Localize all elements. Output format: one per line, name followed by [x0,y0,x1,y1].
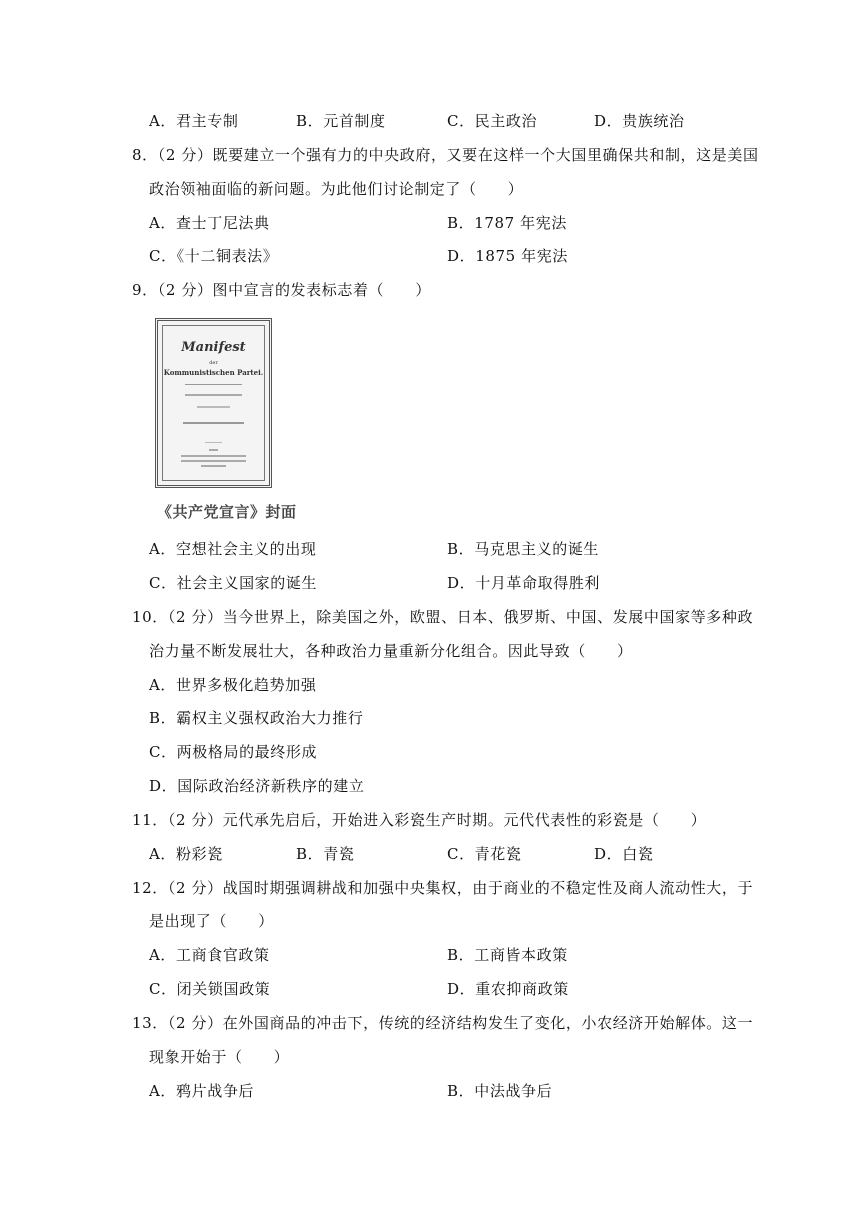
q7-option-b: B．元首制度 [296,112,386,130]
q10-stem-line1: 10．（2 分）当今世界上，除美国之外，欧盟、日本、俄罗斯、中国、发展中国家等多种政 [132,608,754,626]
manifesto-cover-image [155,318,272,488]
q13-stem-line2: 现象开始于（ ） [149,1048,290,1066]
q9-option-d: D．十月革命取得胜利 [447,574,601,592]
q10-option-d: D．国际政治经济新秩序的建立 [149,777,365,795]
q7-option-a: A．君主专制 [149,112,239,130]
cover-text-block [175,394,252,470]
q9-option-a: A．空想社会主义的出现 [149,540,317,558]
q8-stem-line2: 政治领袖面临的新问题。为此他们讨论制定了（ ） [149,180,524,198]
q9-option-c: C．社会主义国家的诞生 [149,574,318,592]
q13-option-b: B．中法战争后 [447,1082,553,1100]
q11-option-d: D．白瓷 [594,845,654,863]
figure-caption: 《共产党宣言》封面 [157,503,297,521]
cover-title-line2: der [209,360,218,366]
q12-stem-line1: 12．（2 分）战国时期强调耕战和加强中央集权，由于商业的不稳定性及商人流动性大，于 [132,879,754,897]
q11-stem: 11．（2 分）元代承先启后，开始进入彩瓷生产时期。元代代表性的彩瓷是（ ） [132,811,707,829]
q9-option-b: B．马克思主义的诞生 [447,540,600,558]
q10-stem-line2: 治力量不断发展壮大，各种政治力量重新分化组合。因此导致（ ） [149,642,633,660]
cover-rule [185,384,242,385]
q13-stem-line1: 13．（2 分）在外国商品的冲击下，传统的经济结构发生了变化，小农经济开始解体。这一 [132,1014,754,1032]
cover-title-line1: Manifest [181,340,246,355]
q10-option-b: B．霸权主义强权政治大力推行 [149,709,364,727]
q8-stem-line1: 8．（2 分）既要建立一个强有力的中央政府，又要在这样一个大国里确保共和制，这是美国 [132,146,759,164]
q8-option-b: B．1787 年宪法 [447,214,567,232]
cover-title-line3: Kommunistischen Partei. [163,368,264,377]
q12-option-d: D．重农抑商政策 [447,980,569,998]
q13-option-a: A．鸦片战争后 [149,1082,255,1100]
q9-stem: 9．（2 分）图中宣言的发表标志着（ ） [132,281,431,299]
q10-option-a: A．世界多极化趋势加强 [149,676,317,694]
q8-option-a: A．查士丁尼法典 [149,214,270,232]
q12-stem-line2: 是出现了（ ） [149,912,274,930]
q11-option-b: B．青瓷 [296,845,355,863]
q8-option-c: C．《十二铜表法》 [149,247,279,265]
q11-option-a: A．粉彩瓷 [149,845,223,863]
q12-option-c: C．闭关锁国政策 [149,980,271,998]
q7-option-c: C．民主政治 [447,112,538,130]
q7-option-d: D．贵族统治 [594,112,685,130]
q12-option-b: B．工商皆本政策 [447,946,568,964]
q12-option-a: A．工商食官政策 [149,946,270,964]
q11-option-c: C．青花瓷 [447,845,522,863]
q8-option-d: D．1875 年宪法 [447,247,568,265]
q10-option-c: C．两极格局的最终形成 [149,743,318,761]
